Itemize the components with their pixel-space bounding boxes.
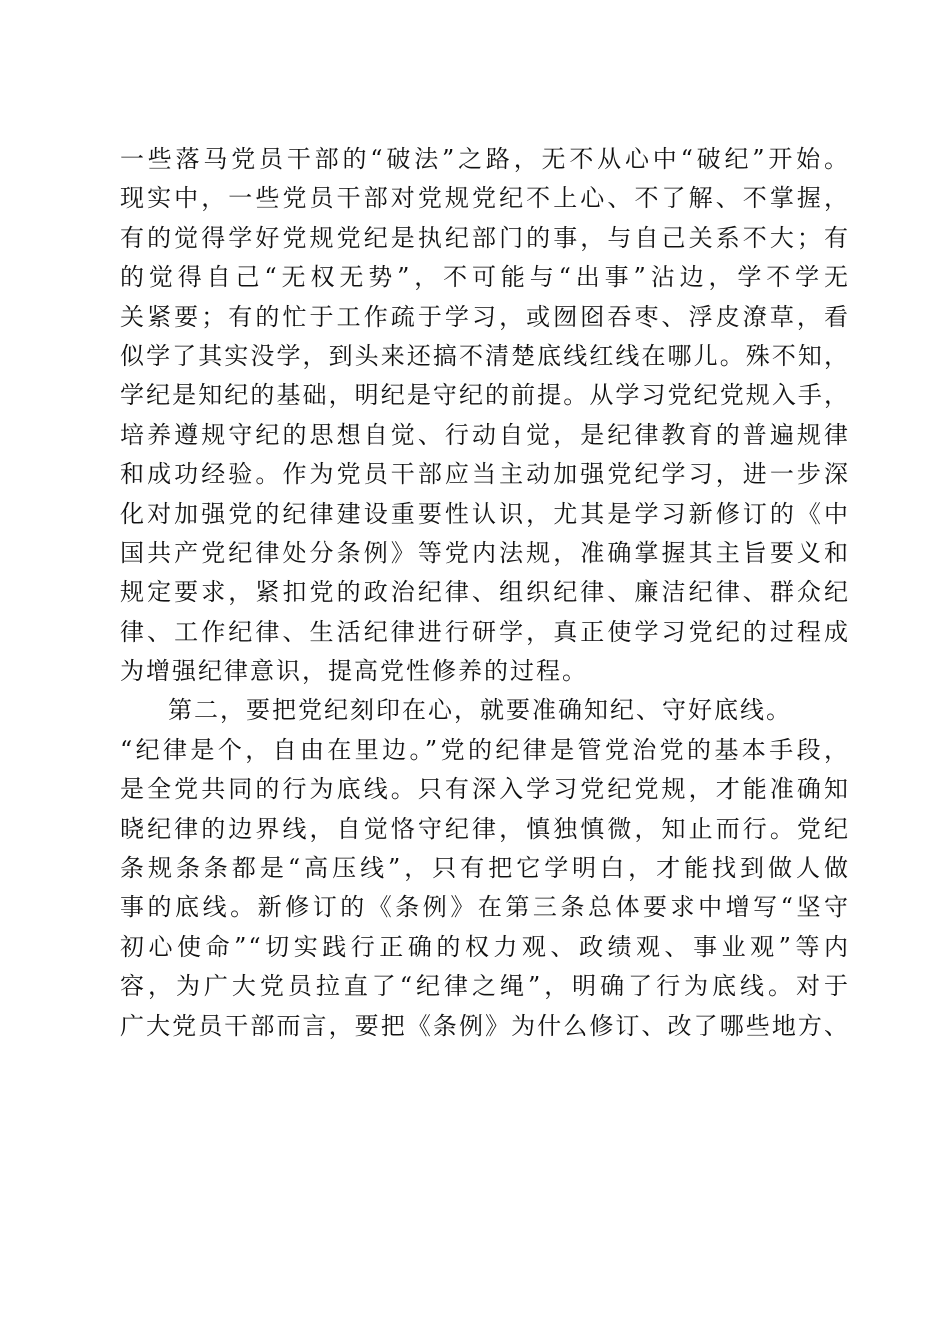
document-body — [120, 140, 850, 1046]
text-line: 规定要求，紧扣党的政治纪律、组织纪律、廉洁纪律、群众纪 — [120, 578, 850, 607]
text-line: 条规条条都是“高压线”，只有把它学明白，才能找到做人做 — [120, 854, 850, 883]
text-line: “纪律是个，自由在里边。”党的纪律是管党治党的基本手段， — [120, 735, 850, 764]
text-line: 一些落马党员干部的“破法”之路，无不从心中“破纪”开始。 — [120, 145, 850, 173]
text-line: 晓纪律的边界线，自觉恪守纪律，慎独慎微，知止而行。党纪 — [120, 814, 850, 843]
text-line: 初心使命”“切实践行正确的权力观、政绩观、事业观”等内 — [120, 932, 850, 961]
text-line: 广大党员干部而言，要把《条例》为什么修订、改了哪些地方、 — [120, 1011, 850, 1040]
text-line: 培养遵规守纪的思想自觉、行动自觉，是纪律教育的普遍规律 — [120, 420, 850, 449]
text-line: 事的底线。新修订的《条例》在第三条总体要求中增写“坚守 — [120, 893, 850, 922]
section-heading-line: 第二，要把党纪刻印在心，就要准确知纪、守好底线。 — [168, 696, 792, 725]
text-line: 学纪是知纪的基础，明纪是守纪的前提。从学习党纪党规入手， — [120, 381, 850, 410]
text-line: 现实中，一些党员干部对党规党纪不上心、不了解、不掌握， — [120, 184, 850, 213]
text-line: 的觉得自己“无权无势”，不可能与“出事”沾边，学不学无 — [120, 263, 850, 292]
text-line: 似学了其实没学，到头来还搞不清楚底线红线在哪儿。殊不知， — [120, 341, 850, 370]
text-line: 关紧要；有的忙于工作疏于学习，或囫囵吞枣、浮皮潦草，看 — [120, 302, 850, 331]
text-line: 是全党共同的行为底线。只有深入学习党纪党规，才能准确知 — [120, 775, 850, 804]
text-line: 有的觉得学好党规党纪是执纪部门的事，与自己关系不大；有 — [120, 223, 850, 252]
text-line: 和成功经验。作为党员干部应当主动加强党纪学习，进一步深 — [120, 460, 850, 489]
paragraph-end-line: 为增强纪律意识，提高党性修养的过程。 — [120, 657, 588, 686]
text-line: 容，为广大党员拉直了“纪律之绳”，明确了行为底线。对于 — [120, 972, 850, 1001]
text-line: 国共产党纪律处分条例》等党内法规，准确掌握其主旨要义和 — [120, 538, 850, 567]
text-line: 律、工作纪律、生活纪律进行研学，真正使学习党纪的过程成 — [120, 617, 850, 646]
text-line: 化对加强党的纪律建设重要性认识，尤其是学习新修订的《中 — [120, 499, 850, 528]
